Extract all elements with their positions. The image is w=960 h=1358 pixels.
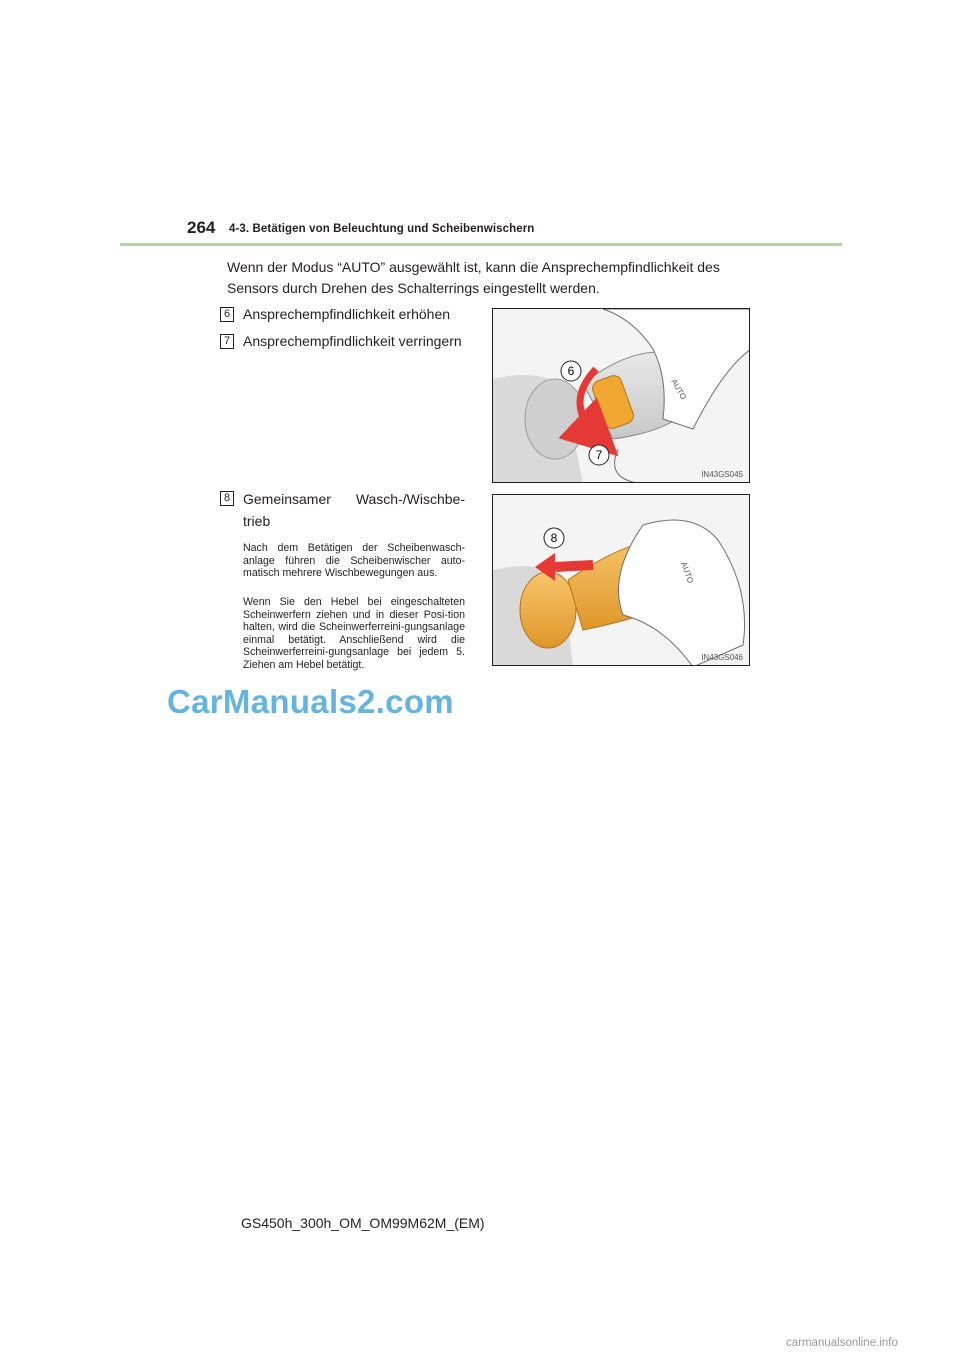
- figure-sensitivity: [492, 308, 750, 483]
- note-wash-wipe: Nach dem Betätigen der Scheibenwasch-anlage führen die Scheibenwischer auto-matisch mehrere Wischbewegungen aus.: [243, 542, 465, 579]
- figure-sensitivity-callout-6: 6: [567, 364, 575, 378]
- item-8-badge: 8: [220, 491, 234, 506]
- figure-wash-wipe: [492, 494, 750, 666]
- intro-paragraph: Wenn der Modus “AUTO” ausgewählt ist, kann die Ansprechempfindlichkeit des Sensors durch Drehen des Schalterrings eingestellt werden.: [227, 259, 720, 296]
- figure-sensitivity-callout-7: 7: [595, 448, 603, 462]
- figure-sensitivity-illustration: [493, 309, 750, 483]
- figure-wash-wipe-illustration: [493, 495, 750, 666]
- item-6-badge: 6: [220, 307, 234, 322]
- figure-sensitivity-lever-text: AUTO: [669, 377, 689, 402]
- footer-site-mark: carmanualsonline.info: [786, 1337, 898, 1349]
- figure-sensitivity-code: IN43GS045: [701, 470, 743, 479]
- header-rule: [120, 243, 842, 246]
- item-6-label: Ansprechempfindlichkeit erhöhen: [243, 306, 451, 322]
- section-title: 4-3. Betätigen von Beleuchtung und Scheibenwischern: [229, 223, 535, 235]
- item-8-label: Gemeinsamer Wasch-/Wischbe-trieb: [243, 491, 465, 529]
- figure-wash-wipe-code: IN43GS046: [701, 653, 743, 662]
- figure-wash-wipe-callout-8: 8: [550, 531, 558, 545]
- page-number: 264: [187, 218, 216, 237]
- watermark-logo: CarManuals2.com: [167, 683, 454, 720]
- note-headlamp-cleaner: Wenn Sie den Hebel bei eingeschalteten Scheinwerfern ziehen und in dieser Posi-tion halten, wird die Scheinwerferreini-gungsanlage einmal betätigt. Anschließend wird die Scheinwerferreini-gungsanlage bei jedem 5. Ziehen am Hebel betätigt.: [243, 596, 465, 671]
- footer-doc-id: GS450h_300h_OM_OM99M62M_(EM): [241, 1215, 485, 1231]
- item-7-label: Ansprechempfindlichkeit verringern: [243, 333, 462, 349]
- figure-wash-wipe-lever-text: AUTO: [679, 560, 696, 585]
- item-7-badge: 7: [220, 334, 234, 349]
